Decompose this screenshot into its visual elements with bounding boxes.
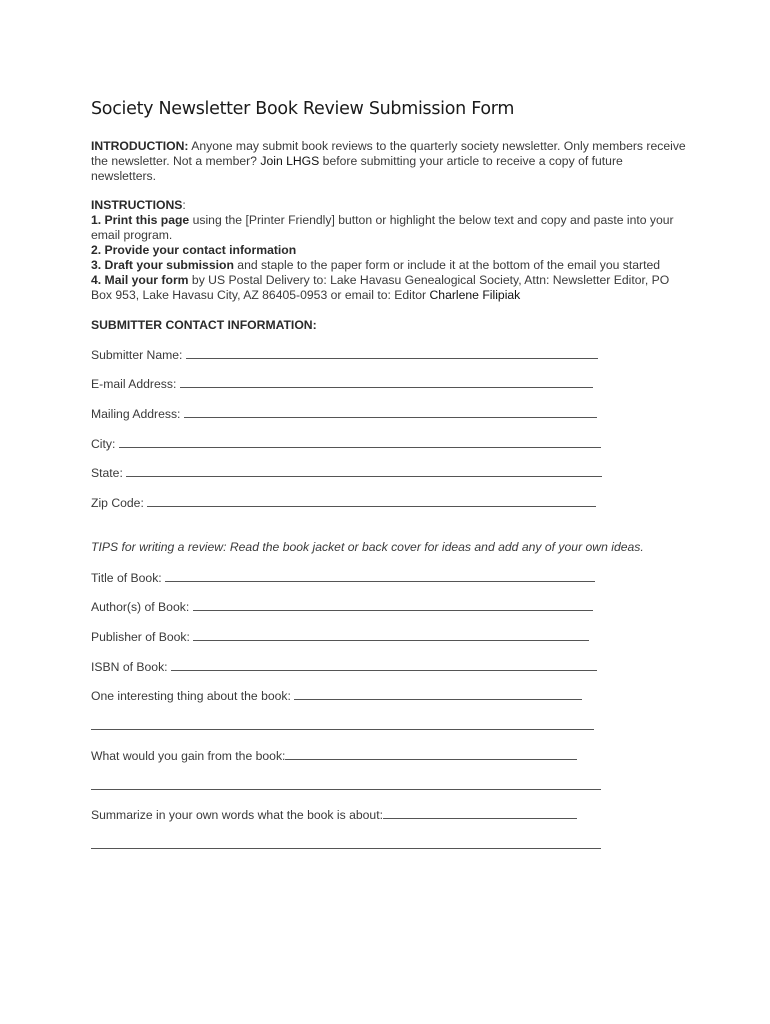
review-tips: TIPS for writing a review: Read the book jacket or back cover for ideas and add any of your own ideas. [91, 540, 644, 554]
join-lhgs-link[interactable]: Join LHGS [260, 154, 320, 168]
gain-continuation [91, 778, 601, 793]
zip-code-field: Zip Code: [91, 495, 596, 510]
introduction-label: INTRODUCTION: [91, 139, 189, 153]
interesting-thing-input[interactable] [294, 688, 582, 700]
gain-input[interactable] [285, 748, 577, 760]
gain-input-line-2[interactable] [91, 778, 601, 790]
submitter-name-input[interactable] [186, 347, 598, 359]
instructions-heading: INSTRUCTIONS: [91, 198, 186, 212]
city-input[interactable] [119, 436, 601, 448]
summary-input-line-2[interactable] [91, 837, 601, 849]
zip-code-input[interactable] [147, 495, 596, 507]
gain-field: What would you gain from the book: [91, 748, 577, 763]
summary-input[interactable] [383, 807, 577, 819]
book-title-input[interactable] [165, 570, 595, 582]
contact-heading: SUBMITTER CONTACT INFORMATION: [91, 318, 317, 332]
introduction-paragraph [91, 139, 691, 184]
book-publisher-field: Publisher of Book: [91, 629, 589, 644]
book-title-field: Title of Book: [91, 570, 595, 585]
interesting-thing-field: One interesting thing about the book: [91, 688, 582, 703]
email-input[interactable] [180, 376, 593, 388]
email-field: E-mail Address: [91, 376, 593, 391]
summary-continuation [91, 837, 601, 852]
instruction-step-2: 2. Provide your contact information [91, 243, 297, 257]
state-input[interactable] [126, 465, 602, 477]
mailing-address-field: Mailing Address: [91, 406, 597, 421]
interesting-thing-continuation [91, 718, 594, 733]
introduction-text: Anyone may submit book reviews to the quarterly society newsletter. Only members receive the newsletter. Not a member? [91, 139, 686, 168]
book-publisher-input[interactable] [193, 629, 589, 641]
instruction-step-3: 3. Draft your submission and staple to the paper form or include it at the bottom of the email you started [91, 258, 661, 272]
state-field: State: [91, 465, 602, 480]
book-authors-input[interactable] [193, 599, 593, 611]
page-title: Society Newsletter Book Review Submission Form [91, 99, 515, 119]
mailing-address-input[interactable] [184, 406, 597, 418]
instruction-step-1: 1. Print this page using the [Printer Friendly] button or highlight the below text and copy and paste into your email program. [91, 213, 674, 242]
instructions-section [91, 198, 691, 303]
introduction-text-end: before submitting your article to receive a copy of future newsletters. [91, 154, 623, 183]
city-field: City: [91, 436, 601, 451]
book-isbn-input[interactable] [171, 659, 597, 671]
editor-email-link[interactable]: Charlene Filipiak [429, 288, 521, 302]
book-authors-field: Author(s) of Book: [91, 599, 593, 614]
instruction-step-4: 4. Mail your form by US Postal Delivery to: Lake Havasu Genealogical Society, Attn: Newsletter Editor, PO Box 953, Lake Havasu City, AZ 86405-0953 or email to: Editor Charlene Filipiak [91, 273, 670, 302]
submitter-name-field: Submitter Name: [91, 347, 598, 362]
book-isbn-field: ISBN of Book: [91, 659, 597, 674]
interesting-thing-input-line-2[interactable] [91, 718, 594, 730]
summary-field: Summarize in your own words what the book is about: [91, 807, 577, 822]
